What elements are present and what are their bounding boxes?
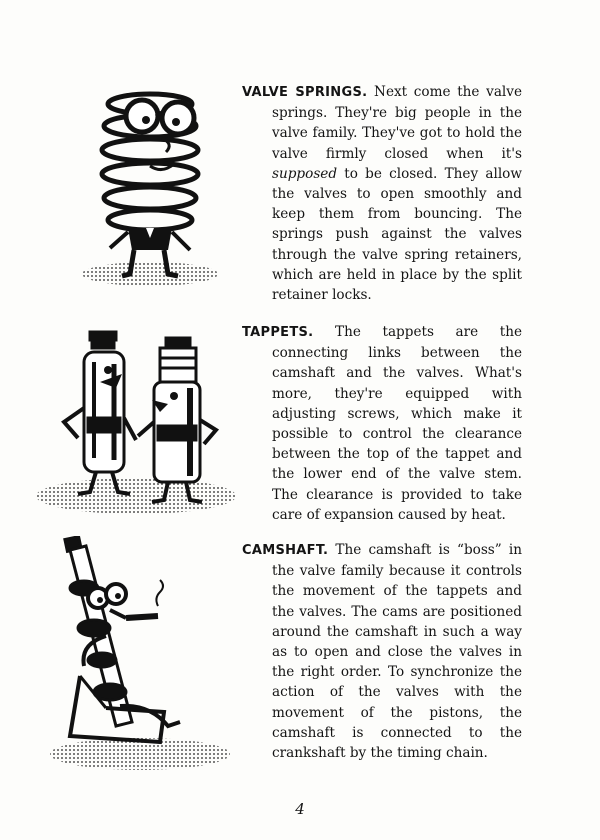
tappets-text: The tappets are the connecting links between the camshaft and the valves. What's more, they're equipped with adjusting screws, which make it possible to control the clearance between the top of the tappet and the lower end of the valve stem. The clearance is provided to take care of expansion caused by heat. xyxy=(272,324,522,523)
valve-springs-section xyxy=(242,82,522,305)
valve-springs-text-a: Next come the valve springs. They're big people in the valve family. They've got to hold the valve firmly closed when it's xyxy=(272,84,522,162)
camshaft-section xyxy=(242,540,522,763)
camshaft-character-illustration xyxy=(40,536,235,776)
page-number: 4 xyxy=(295,800,305,818)
tappets-paragraph xyxy=(242,322,522,525)
valve-springs-text-b: to be closed. They allow the valves to open smoothly and keep them from bouncing. The springs push against the valves through the valve spring retainers, which are held in place by the split retainer locks. xyxy=(272,165,522,304)
tappet-characters-illustration xyxy=(28,318,243,523)
camshaft-paragraph xyxy=(242,540,522,763)
valve-spring-character-illustration xyxy=(70,78,230,293)
tappets-heading: TAPPETS. xyxy=(242,325,314,340)
camshaft-text: The camshaft is “boss” in the valve family because it controls the movement of the tappets and the valves. The cams are positioned around the camshaft in such a way as to open and close the valves in the right order. To synchronize the action of the valves with the movement of the pistons, the camshaft is connected to the crankshaft by the timing chain. xyxy=(272,542,522,762)
valve-springs-emphasis: supposed xyxy=(272,165,338,182)
tappets-section xyxy=(242,322,522,525)
valve-springs-paragraph xyxy=(242,82,522,305)
valve-springs-heading: VALVE SPRINGS. xyxy=(242,85,368,100)
camshaft-heading: CAMSHAFT. xyxy=(242,543,329,558)
